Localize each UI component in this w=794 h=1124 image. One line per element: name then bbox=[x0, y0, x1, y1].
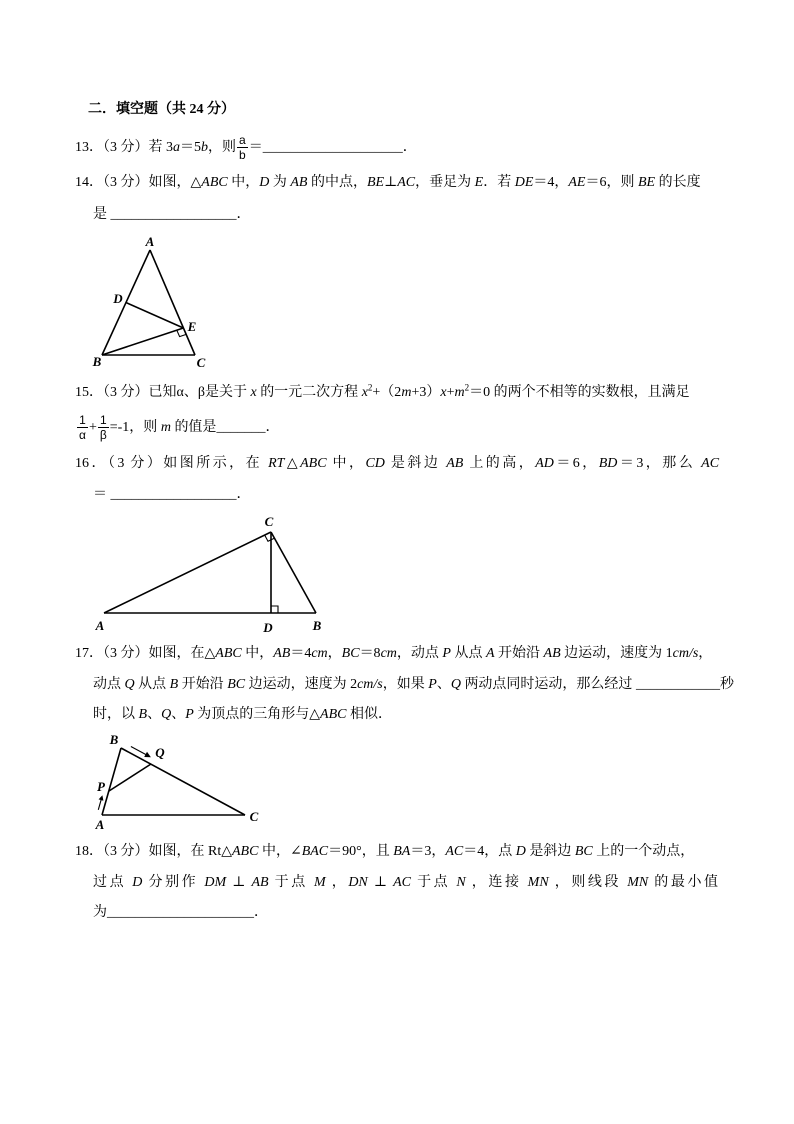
answer-blank: __________________ bbox=[110, 207, 237, 222]
arrow-a-to-p bbox=[98, 800, 101, 810]
text-run: 秒 bbox=[719, 677, 734, 692]
arrow-b-to-q bbox=[131, 747, 147, 755]
math-variable: m bbox=[454, 385, 465, 400]
text-run: 于点 bbox=[411, 875, 457, 890]
line-content bbox=[76, 413, 280, 443]
question-13-line-1 bbox=[75, 133, 417, 163]
answer-blank: __________________ bbox=[110, 487, 237, 502]
text-run: 时，以 bbox=[93, 707, 139, 722]
segment-be bbox=[102, 328, 183, 355]
fraction bbox=[237, 134, 248, 161]
question-16-line-2 bbox=[93, 485, 251, 505]
math-variable: DM bbox=[204, 875, 227, 890]
line-content bbox=[93, 207, 251, 222]
text-run: △ bbox=[284, 456, 301, 471]
math-variable: BE bbox=[637, 175, 656, 190]
answer-blank: _______ bbox=[216, 420, 266, 435]
math-variable: M bbox=[313, 875, 326, 890]
text-run: （3 分）如图，在 Rt△ bbox=[103, 844, 232, 859]
math-variable: m bbox=[401, 385, 412, 400]
text-run: ＝5 bbox=[180, 140, 201, 155]
text-run: 的一元二次方程 bbox=[256, 385, 362, 400]
text-run: ＝4，点 bbox=[463, 844, 516, 859]
text-run: ． bbox=[402, 140, 417, 155]
text-run: 上的高， bbox=[463, 456, 536, 471]
math-variable: b bbox=[201, 140, 208, 155]
text-run: 为 bbox=[269, 175, 291, 190]
vertex-label-b: B bbox=[312, 618, 322, 633]
math-variable: P bbox=[442, 646, 451, 661]
math-variable: D bbox=[259, 175, 270, 190]
math-variable: AE bbox=[568, 175, 586, 190]
vertex-label-d: D bbox=[113, 291, 123, 306]
question-16-line-1 bbox=[75, 454, 719, 474]
math-variable: AB bbox=[290, 175, 308, 190]
text-run: 过点 bbox=[93, 875, 133, 890]
math-variable: AC bbox=[701, 456, 720, 471]
text-run: ， bbox=[327, 646, 342, 661]
math-variable: cm/s bbox=[357, 677, 383, 692]
question-14-line-1 bbox=[75, 173, 701, 193]
question-17-line-1 bbox=[75, 644, 712, 664]
math-variable: BA bbox=[393, 844, 411, 859]
text-run: 的最小值 bbox=[648, 875, 719, 890]
question-17-line-2 bbox=[93, 675, 734, 695]
text-run: ，连接 bbox=[465, 875, 528, 890]
point-label-q: Q bbox=[155, 745, 165, 760]
line-content bbox=[93, 707, 392, 722]
vertex-label-e: E bbox=[187, 319, 197, 334]
text-run: 动点 bbox=[93, 677, 125, 692]
fraction-denominator: α bbox=[79, 428, 86, 443]
segment-bc bbox=[121, 748, 245, 815]
answer-blank: _____________________ bbox=[107, 905, 254, 920]
text-run: 上的一个动点， bbox=[592, 844, 695, 859]
text-run: ＝8 bbox=[359, 646, 381, 661]
line-content bbox=[93, 487, 251, 502]
math-variable: BE bbox=[366, 175, 385, 190]
text-run: =-1，则 bbox=[109, 420, 161, 435]
math-variable: ABC bbox=[320, 707, 347, 722]
line-content bbox=[103, 175, 701, 190]
question-18-line-3 bbox=[93, 903, 268, 923]
text-run: 两动点同时运动，那么经过 bbox=[460, 677, 636, 692]
text-run: ，则 bbox=[208, 140, 236, 155]
text-run: + bbox=[446, 385, 455, 400]
text-run: 为 bbox=[93, 905, 107, 920]
text-run: 边运动，速度为 1 bbox=[560, 646, 673, 661]
math-variable: MN bbox=[527, 875, 549, 890]
question-number: 18． bbox=[75, 844, 103, 859]
math-variable: P bbox=[428, 677, 437, 692]
math-variable: AB bbox=[543, 646, 561, 661]
vertex-label-c: C bbox=[249, 809, 259, 824]
text-run: 、 bbox=[171, 707, 186, 722]
math-variable: BC bbox=[227, 677, 246, 692]
vertex-label-a: A bbox=[145, 234, 155, 249]
line-content bbox=[93, 677, 734, 692]
math-variable: ABC bbox=[201, 175, 228, 190]
math-variable: DN bbox=[348, 875, 368, 890]
question-number: 16． bbox=[75, 456, 108, 471]
question-number: 13． bbox=[75, 140, 103, 155]
math-variable: RT bbox=[268, 456, 285, 471]
math-variable: BC bbox=[574, 844, 593, 859]
text-run: ＝6，则 bbox=[585, 175, 638, 190]
text-run: 是斜边 bbox=[384, 456, 447, 471]
math-variable: D bbox=[132, 875, 143, 890]
text-run: （3 分）如图，在△ bbox=[103, 646, 216, 661]
math-variable: AB bbox=[446, 456, 464, 471]
math-variable: A bbox=[485, 646, 495, 661]
math-variable: cm/s bbox=[672, 646, 699, 661]
text-run: +3） bbox=[411, 385, 441, 400]
line-content bbox=[103, 133, 417, 163]
text-run: 、 bbox=[147, 707, 162, 722]
text-run: ＝4 bbox=[290, 646, 312, 661]
math-variable: MN bbox=[627, 875, 649, 890]
text-run: 于点 bbox=[268, 875, 314, 890]
text-run: 是 bbox=[93, 207, 111, 222]
math-variable: m bbox=[160, 420, 171, 435]
text-run: 中， bbox=[227, 175, 260, 190]
math-variable: cm bbox=[380, 646, 397, 661]
text-run: ⊥ bbox=[226, 875, 252, 890]
question-number: 15． bbox=[75, 385, 103, 400]
line-content bbox=[108, 456, 719, 471]
math-variable: x bbox=[361, 385, 368, 400]
math-variable: BAC bbox=[301, 844, 329, 859]
point-label-p: P bbox=[97, 779, 105, 794]
text-run: +（2 bbox=[372, 385, 402, 400]
math-variable: CD bbox=[365, 456, 385, 471]
line-content bbox=[93, 905, 268, 920]
math-variable: ABC bbox=[232, 844, 259, 859]
figure-moving-points-triangle bbox=[88, 730, 266, 834]
segment-ac bbox=[104, 532, 271, 613]
question-14-line-2 bbox=[93, 205, 251, 225]
text-run: 从点 bbox=[134, 677, 170, 692]
fraction-numerator: 1 bbox=[98, 414, 109, 428]
text-run: （3 分）如图，△ bbox=[103, 175, 202, 190]
math-variable: N bbox=[456, 875, 466, 890]
answer-blank: ____________ bbox=[635, 677, 720, 692]
text-run: 的值是 bbox=[170, 420, 217, 435]
vertex-label-d: D bbox=[263, 620, 273, 635]
math-variable: AB bbox=[251, 875, 269, 890]
line-content bbox=[103, 646, 712, 661]
math-variable: ABC bbox=[300, 456, 327, 471]
math-variable: B bbox=[138, 707, 148, 722]
line-content bbox=[103, 844, 694, 859]
text-run: 开始沿 bbox=[494, 646, 544, 661]
text-run: ＝ bbox=[248, 140, 263, 155]
math-variable: AD bbox=[535, 456, 554, 471]
text-run: 中， bbox=[326, 456, 366, 471]
text-run: ，如果 bbox=[382, 677, 429, 692]
math-variable: BC bbox=[341, 646, 360, 661]
superscript: 2 bbox=[464, 382, 470, 393]
math-variable: a bbox=[173, 140, 180, 155]
right-angle-mark-d bbox=[271, 606, 278, 613]
text-run: （3 分）若 3 bbox=[103, 140, 173, 155]
text-run: ＝0 的两个不相等的实数根，且满足 bbox=[469, 385, 690, 400]
text-run: ⊥ bbox=[384, 175, 398, 190]
text-run: 中， bbox=[241, 646, 274, 661]
fraction-numerator: 1 bbox=[77, 414, 88, 428]
section-title: 二．填空题（共 24 分） bbox=[88, 102, 235, 117]
vertex-label-c: C bbox=[264, 514, 274, 529]
fraction-numerator: a bbox=[239, 133, 246, 148]
math-variable: x bbox=[440, 385, 447, 400]
text-run: ． bbox=[236, 207, 251, 222]
text-run: （3 分）如图所示，在 bbox=[107, 456, 269, 471]
figure-right-triangle-altitude bbox=[90, 512, 328, 638]
figure-triangle-abc-de-be bbox=[86, 232, 218, 374]
math-variable: AC bbox=[393, 875, 411, 890]
vertex-label-a: A bbox=[95, 817, 105, 832]
fraction bbox=[77, 414, 88, 441]
fraction-denominator: β bbox=[99, 428, 107, 443]
text-run: 边运动，速度为 2 bbox=[245, 677, 358, 692]
text-run: ． bbox=[265, 420, 280, 435]
text-run: ＝90°，且 bbox=[328, 844, 394, 859]
answer-blank: ____________________ bbox=[262, 140, 403, 155]
line-content bbox=[103, 382, 690, 400]
text-run: ． bbox=[254, 905, 268, 920]
math-variable: AC bbox=[445, 844, 464, 859]
text-run: ＝ bbox=[93, 487, 111, 502]
text-run: ＝3， bbox=[410, 844, 446, 859]
text-run: ，垂足为 bbox=[415, 175, 475, 190]
text-run: ＝6， bbox=[553, 456, 599, 471]
text-run: ＝4， bbox=[533, 175, 569, 190]
fraction bbox=[98, 414, 109, 441]
arrowhead-a-to-p-icon bbox=[99, 795, 104, 801]
text-run: ．若 bbox=[483, 175, 515, 190]
text-run: 的中点， bbox=[307, 175, 367, 190]
question-18-line-1 bbox=[75, 842, 694, 862]
question-15-line-1 bbox=[75, 383, 690, 403]
text-run: ＝3，那么 bbox=[617, 456, 702, 471]
text-run: ⊥ bbox=[367, 875, 394, 890]
text-run: （3 分）已知α、β是关于 bbox=[103, 385, 251, 400]
fraction-denominator: b bbox=[239, 148, 246, 163]
segment-ac bbox=[150, 250, 195, 355]
text-run: 从点 bbox=[450, 646, 486, 661]
text-run: 的长度 bbox=[655, 175, 701, 190]
line-content bbox=[93, 875, 718, 890]
text-run: 为顶点的三角形与△ bbox=[193, 707, 321, 722]
vertex-label-b: B bbox=[92, 354, 102, 369]
segment-cb bbox=[271, 532, 316, 613]
math-variable: BD bbox=[598, 456, 618, 471]
math-variable: x bbox=[250, 385, 257, 400]
math-variable: Q bbox=[124, 677, 135, 692]
math-variable: Q bbox=[450, 677, 461, 692]
math-variable: AC bbox=[397, 175, 416, 190]
math-variable: cm bbox=[311, 646, 328, 661]
vertex-label-b: B bbox=[109, 732, 119, 747]
math-variable: DE bbox=[514, 175, 534, 190]
question-15-line-2 bbox=[76, 413, 279, 443]
text-run: ． bbox=[236, 487, 251, 502]
text-run: 相似． bbox=[346, 707, 392, 722]
vertex-label-c: C bbox=[196, 355, 206, 370]
math-variable: D bbox=[515, 844, 526, 859]
vertex-label-a: A bbox=[95, 618, 105, 633]
text-run: 开始沿 bbox=[178, 677, 228, 692]
math-variable: ABC bbox=[215, 646, 242, 661]
question-17-line-3 bbox=[93, 705, 392, 725]
text-run: 分别作 bbox=[142, 875, 205, 890]
text-run: ，则线段 bbox=[548, 875, 628, 890]
math-variable: E bbox=[474, 175, 484, 190]
text-run: 是斜边 bbox=[525, 844, 575, 859]
superscript: 2 bbox=[367, 382, 373, 393]
text-run: ， bbox=[325, 875, 349, 890]
math-variable: Q bbox=[161, 707, 172, 722]
math-variable: P bbox=[185, 707, 194, 722]
math-variable: AB bbox=[273, 646, 291, 661]
question-number: 14． bbox=[75, 175, 103, 190]
question-number: 17． bbox=[75, 646, 103, 661]
question-18-line-2 bbox=[93, 873, 718, 893]
text-run: 中，∠ bbox=[258, 844, 302, 859]
math-variable: B bbox=[169, 677, 179, 692]
text-run: ，动点 bbox=[396, 646, 443, 661]
text-run: ， bbox=[698, 646, 713, 661]
text-run: + bbox=[88, 420, 97, 435]
text-run: 、 bbox=[436, 677, 451, 692]
